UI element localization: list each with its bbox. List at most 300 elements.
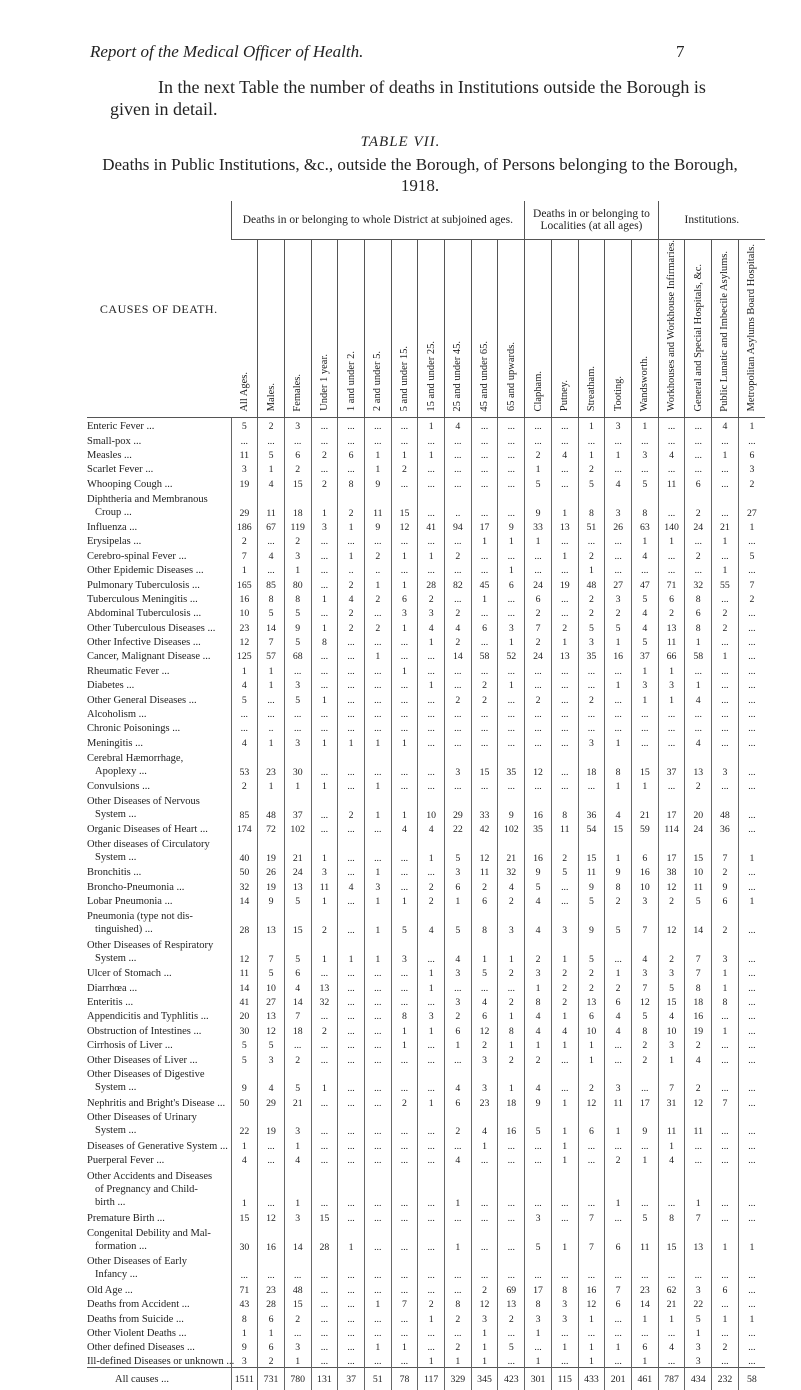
value-cell: 5	[631, 591, 658, 605]
value-cell: ...	[551, 893, 578, 907]
value-cell: 1	[231, 562, 258, 576]
value-cell: ...	[551, 778, 578, 792]
value-cell: ...	[445, 1281, 472, 1295]
value-cell: 3	[311, 519, 338, 533]
value-cell: ...	[578, 533, 605, 547]
value-cell: 1	[231, 1137, 258, 1151]
cause-cell: Other Infective Diseases ...	[87, 637, 201, 649]
value-cell: 19	[551, 576, 578, 590]
value-cell: ...	[738, 1008, 765, 1022]
total-label: All causes ...	[87, 1368, 231, 1390]
value-cell: 3	[284, 1209, 311, 1223]
value-cell: 1	[551, 490, 578, 519]
table-row	[87, 475, 765, 489]
value-cell: ...	[712, 461, 739, 475]
value-cell: ...	[445, 706, 472, 720]
value-cell: ...	[605, 691, 632, 705]
value-cell: ...	[525, 1152, 552, 1166]
table-row	[87, 1209, 765, 1223]
column-header-label: Wandsworth.	[639, 355, 651, 412]
value-cell: ...	[605, 720, 632, 734]
value-cell: 1	[605, 1166, 632, 1209]
value-cell: ...	[338, 634, 365, 648]
value-cell: 7	[605, 1281, 632, 1295]
value-cell: 40	[231, 835, 258, 864]
value-cell: 1	[738, 418, 765, 432]
value-cell: ...	[525, 1166, 552, 1209]
value-cell: ...	[551, 1066, 578, 1095]
cause-label: Organic Diseases of Heart	[87, 824, 198, 836]
value-cell: ...	[471, 1152, 498, 1166]
value-cell: 1	[471, 533, 498, 547]
value-cell: 1	[498, 677, 525, 691]
value-cell: 3	[471, 1310, 498, 1324]
cause-cell: Organic Diseases of Heart ...	[87, 824, 208, 836]
value-cell: ...	[418, 490, 445, 519]
value-cell: 23	[231, 619, 258, 633]
value-cell: 2	[738, 591, 765, 605]
value-cell: ...	[712, 706, 739, 720]
value-cell: 11	[605, 1094, 632, 1108]
group-header: Institutions.	[658, 201, 765, 240]
value-cell: ...	[712, 1008, 739, 1022]
value-cell: ...	[338, 1166, 365, 1209]
value-cell: 2	[498, 893, 525, 907]
value-cell: 1	[445, 1224, 472, 1253]
value-cell: 6	[284, 965, 311, 979]
value-cell: 5	[284, 1066, 311, 1095]
value-cell: 4	[258, 547, 285, 561]
value-cell: 33	[471, 792, 498, 821]
value-cell: ...	[685, 662, 712, 676]
value-cell: 5	[631, 1209, 658, 1223]
table-row	[87, 1353, 765, 1367]
value-cell: ...	[738, 1339, 765, 1353]
value-cell: ...	[551, 475, 578, 489]
table-row	[87, 835, 765, 864]
value-cell: ...	[338, 965, 365, 979]
value-cell: ...	[258, 562, 285, 576]
value-cell: 12	[471, 1296, 498, 1310]
value-cell: 6	[525, 591, 552, 605]
value-cell: ...	[391, 864, 418, 878]
value-cell: 3	[418, 605, 445, 619]
value-cell: 2	[605, 605, 632, 619]
value-cell: ...	[605, 706, 632, 720]
value-cell: 11	[658, 475, 685, 489]
value-cell: 11	[685, 1109, 712, 1138]
value-cell: ...	[471, 706, 498, 720]
value-cell: 3	[685, 1353, 712, 1367]
cause-label: Congenital Debility and Mal-	[87, 1227, 211, 1239]
value-cell: 2	[284, 1310, 311, 1324]
cause-cell: Other Diseases of Urinary System ...	[87, 1112, 197, 1137]
value-cell: 3	[658, 1037, 685, 1051]
table-row	[87, 1137, 765, 1151]
value-cell: 15	[231, 1209, 258, 1223]
table-row	[87, 418, 765, 432]
value-cell: ...	[311, 677, 338, 691]
value-cell: 1	[418, 835, 445, 864]
value-cell: ...	[712, 778, 739, 792]
value-cell: 1	[364, 734, 391, 748]
value-cell: ...	[471, 720, 498, 734]
value-cell: 8	[685, 979, 712, 993]
value-cell: 21	[284, 835, 311, 864]
value-cell: 6	[391, 591, 418, 605]
column-header-label: Under 1 year.	[318, 354, 330, 412]
value-cell: ...	[738, 994, 765, 1008]
value-cell: 2	[525, 605, 552, 619]
value-cell: 18	[578, 749, 605, 778]
value-cell: 32	[498, 864, 525, 878]
value-cell: ...	[471, 1166, 498, 1209]
value-cell: ...	[551, 461, 578, 475]
value-cell: 16	[525, 835, 552, 864]
cause-cell: Nephritis and Bright's Disease ...	[87, 1097, 226, 1109]
value-cell: ...	[712, 720, 739, 734]
value-cell: 18	[284, 490, 311, 519]
column-header-label: All Ages.	[238, 371, 250, 412]
value-cell: ...	[418, 1051, 445, 1065]
value-cell: 13	[685, 749, 712, 778]
value-cell: 1	[391, 619, 418, 633]
value-cell: ...	[498, 490, 525, 519]
value-cell: ...	[605, 461, 632, 475]
value-cell: 7	[685, 965, 712, 979]
value-cell: ...	[498, 432, 525, 446]
cause-label: Apoplexy	[95, 765, 137, 777]
value-cell: 2	[445, 1008, 472, 1022]
value-cell: 71	[231, 1281, 258, 1295]
cause-label: Other Infective Diseases	[87, 637, 191, 649]
value-cell: 2	[578, 591, 605, 605]
value-cell: 9	[284, 619, 311, 633]
value-cell: ...	[685, 461, 712, 475]
value-cell: ...	[418, 1109, 445, 1138]
cause-label: System	[95, 952, 126, 964]
column-header	[525, 240, 552, 418]
value-cell: ...	[738, 634, 765, 648]
cause-label: System	[95, 808, 126, 820]
value-cell: 1	[605, 965, 632, 979]
value-cell: ...	[445, 662, 472, 676]
value-cell: ...	[605, 662, 632, 676]
value-cell: 11	[551, 821, 578, 835]
value-cell: 5	[605, 619, 632, 633]
value-cell: 3	[578, 634, 605, 648]
value-cell: ...	[471, 778, 498, 792]
value-cell: 14	[685, 907, 712, 936]
value-cell: 2	[498, 994, 525, 1008]
value-cell: ...	[391, 533, 418, 547]
table-row	[87, 547, 765, 561]
value-cell: ...	[391, 778, 418, 792]
cause-label: Diabetes	[87, 680, 124, 692]
value-cell: 2	[578, 965, 605, 979]
value-cell: ...	[338, 979, 365, 993]
value-cell: 9	[712, 878, 739, 892]
cause-label: Bronchitis	[87, 867, 131, 879]
cause-cell: Abdominal Tuberculosis ...	[87, 608, 202, 620]
value-cell: ...	[391, 1066, 418, 1095]
value-cell: ...	[445, 1137, 472, 1151]
table-row	[87, 1166, 765, 1209]
column-header	[258, 240, 285, 418]
value-cell: 10	[685, 864, 712, 878]
value-cell: 1	[631, 1310, 658, 1324]
value-cell: 6	[605, 994, 632, 1008]
value-cell: ...	[391, 648, 418, 662]
value-cell: 4	[445, 619, 472, 633]
value-cell: 5	[525, 1109, 552, 1138]
value-cell: 16	[685, 1008, 712, 1022]
value-cell: ...	[311, 547, 338, 561]
value-cell: ...	[391, 432, 418, 446]
column-header-label: 5 and under 15.	[398, 346, 410, 412]
value-cell: ...	[738, 1166, 765, 1209]
value-cell: 8	[605, 749, 632, 778]
value-cell: ...	[391, 1353, 418, 1367]
total-value-cell: 58	[738, 1368, 765, 1390]
cause-cell: Erysipelas ...	[87, 536, 142, 548]
value-cell: 36	[712, 821, 739, 835]
value-cell: 13	[258, 1008, 285, 1022]
value-cell: 38	[658, 864, 685, 878]
value-cell: ...	[338, 648, 365, 662]
value-cell: 1	[364, 792, 391, 821]
value-cell: 5	[258, 447, 285, 461]
value-cell: ...	[338, 1310, 365, 1324]
value-cell: 5	[445, 907, 472, 936]
cause-cell: Other General Diseases ...	[87, 694, 197, 706]
value-cell: 12	[231, 634, 258, 648]
value-cell: ...	[658, 734, 685, 748]
value-cell: ...	[418, 1224, 445, 1253]
value-cell: 1	[471, 1325, 498, 1339]
value-cell: ...	[605, 533, 632, 547]
value-cell: 1	[338, 547, 365, 561]
value-cell: ...	[712, 490, 739, 519]
value-cell: 11	[364, 490, 391, 519]
value-cell: 13	[284, 878, 311, 892]
column-header-label: 15 and under 25.	[425, 340, 437, 412]
column-header-label: 2 and under 5.	[372, 351, 384, 412]
value-cell: ...	[685, 706, 712, 720]
value-cell: 9	[258, 893, 285, 907]
cause-label: Whooping Cough	[87, 478, 162, 490]
value-cell: ...	[391, 1325, 418, 1339]
table-row	[87, 749, 765, 778]
value-cell: ...	[605, 432, 632, 446]
value-cell: 5	[445, 835, 472, 864]
value-cell: ...	[445, 677, 472, 691]
value-cell: ...	[712, 1325, 739, 1339]
value-cell: 1	[551, 936, 578, 965]
value-cell: ...	[605, 1051, 632, 1065]
value-cell: ...	[498, 547, 525, 561]
value-cell: 2	[364, 619, 391, 633]
causes-header: CAUSES OF DEATH.	[87, 201, 231, 418]
table-row	[87, 994, 765, 1008]
cause-cell: Convulsions ...	[87, 781, 151, 793]
cause-cell: Ulcer of Stomach ...	[87, 968, 172, 980]
value-cell: ...	[338, 662, 365, 676]
value-cell: 1	[284, 1166, 311, 1209]
value-cell: 1	[551, 1037, 578, 1051]
value-cell: 32	[311, 994, 338, 1008]
value-cell: 2	[418, 893, 445, 907]
value-cell: ...	[498, 447, 525, 461]
value-cell: 12	[525, 749, 552, 778]
value-cell: 3	[471, 1051, 498, 1065]
value-cell: 5	[578, 936, 605, 965]
value-cell: ...	[418, 648, 445, 662]
value-cell: ...	[498, 1325, 525, 1339]
value-cell: 27	[738, 490, 765, 519]
value-cell: 1	[364, 461, 391, 475]
table-label: TABLE VII.	[360, 134, 441, 150]
value-cell: 2	[258, 1353, 285, 1367]
value-cell: 23	[631, 1281, 658, 1295]
value-cell: 5	[471, 965, 498, 979]
cause-label: Broncho-Pneumonia	[87, 881, 174, 893]
value-cell: 6	[738, 447, 765, 461]
column-header-label: 25 and under 45.	[452, 340, 464, 412]
value-cell: ...	[471, 447, 498, 461]
value-cell: ...	[551, 706, 578, 720]
value-cell: 4	[658, 1152, 685, 1166]
value-cell: ...	[551, 432, 578, 446]
value-cell: ...	[738, 1109, 765, 1138]
value-cell: ...	[738, 965, 765, 979]
value-cell: 15	[658, 1224, 685, 1253]
table-row	[87, 634, 765, 648]
value-cell: ...	[364, 1037, 391, 1051]
value-cell: ...	[364, 1066, 391, 1095]
value-cell: 11	[578, 864, 605, 878]
table-row	[87, 447, 765, 461]
value-cell: 5	[525, 1224, 552, 1253]
value-cell: 12	[231, 936, 258, 965]
value-cell: 8	[578, 490, 605, 519]
value-cell: ...	[738, 878, 765, 892]
cause-cell: Obstruction of Intestines ...	[87, 1025, 202, 1037]
value-cell: ...	[551, 1166, 578, 1209]
value-cell: 1	[712, 1224, 739, 1253]
value-cell: 3	[685, 1281, 712, 1295]
value-cell: 19	[685, 1022, 712, 1036]
total-value-cell: 461	[631, 1368, 658, 1390]
cause-cell: Bronchitis ...	[87, 867, 142, 879]
value-cell: 1	[471, 936, 498, 965]
value-cell: 16	[605, 648, 632, 662]
value-cell: ...	[364, 706, 391, 720]
value-cell: 37	[631, 648, 658, 662]
value-cell: 1	[311, 893, 338, 907]
value-cell: ...	[445, 562, 472, 576]
value-cell: 1	[418, 965, 445, 979]
value-cell: ...	[311, 533, 338, 547]
value-cell: 2	[311, 907, 338, 936]
value-cell: ...	[498, 706, 525, 720]
total-value-cell: 51	[364, 1368, 391, 1390]
value-cell: ...	[658, 1325, 685, 1339]
value-cell: 35	[498, 749, 525, 778]
value-cell: ...	[338, 1109, 365, 1138]
value-cell: 9	[231, 1066, 258, 1095]
value-cell: 3	[445, 864, 472, 878]
value-cell: ...	[525, 547, 552, 561]
intro-paragraph: In the next Table the number of deaths in Institutions outside the Borough is given in detail.	[110, 77, 706, 119]
value-cell: ...	[605, 936, 632, 965]
value-cell: 1	[578, 1339, 605, 1353]
cause-cell: Chronic Poisonings ...	[87, 723, 181, 735]
value-cell: ...	[605, 1353, 632, 1367]
value-cell: ...	[311, 418, 338, 432]
value-cell: 14	[231, 893, 258, 907]
value-cell: 2	[551, 619, 578, 633]
value-cell: 1	[311, 835, 338, 864]
value-cell: 4	[418, 619, 445, 633]
value-cell: 7	[258, 634, 285, 648]
table-row	[87, 965, 765, 979]
cause-label: Convulsions	[87, 781, 140, 793]
value-cell: 3	[498, 907, 525, 936]
value-cell: ...	[738, 677, 765, 691]
value-cell: ...	[498, 662, 525, 676]
value-cell: 1	[578, 418, 605, 432]
value-cell: 26	[605, 519, 632, 533]
value-cell: 4	[685, 734, 712, 748]
value-cell: 15	[605, 821, 632, 835]
value-cell: ...	[551, 1325, 578, 1339]
value-cell: 19	[231, 475, 258, 489]
value-cell: 1	[338, 936, 365, 965]
cause-label: Small-pox	[87, 435, 131, 447]
value-cell: 36	[578, 792, 605, 821]
value-cell: ...	[578, 1137, 605, 1151]
value-cell: 119	[284, 519, 311, 533]
value-cell: ...	[338, 864, 365, 878]
value-cell: ...	[551, 677, 578, 691]
value-cell: 2	[712, 619, 739, 633]
value-cell: 4	[284, 979, 311, 993]
value-cell: 13	[258, 907, 285, 936]
cause-label: Pneumonia (type not dis-	[87, 910, 193, 922]
value-cell: 3	[525, 965, 552, 979]
value-cell: ...	[311, 648, 338, 662]
value-cell: ...	[418, 1339, 445, 1353]
value-cell: 80	[284, 576, 311, 590]
value-cell: 17	[525, 1281, 552, 1295]
value-cell: 125	[231, 648, 258, 662]
value-cell: 6	[445, 1094, 472, 1108]
value-cell: ...	[738, 1022, 765, 1036]
cause-label: Other Diseases of Nervous	[87, 795, 200, 807]
value-cell: 2	[311, 475, 338, 489]
value-cell: ...	[498, 720, 525, 734]
value-cell: 9	[364, 475, 391, 489]
value-cell: 1	[311, 490, 338, 519]
value-cell: 3	[551, 1296, 578, 1310]
value-cell: ...	[338, 778, 365, 792]
value-cell: ...	[258, 1152, 285, 1166]
value-cell: 2	[391, 1094, 418, 1108]
value-cell: ...	[738, 619, 765, 633]
value-cell: ...	[738, 734, 765, 748]
value-cell: 5	[498, 1339, 525, 1353]
